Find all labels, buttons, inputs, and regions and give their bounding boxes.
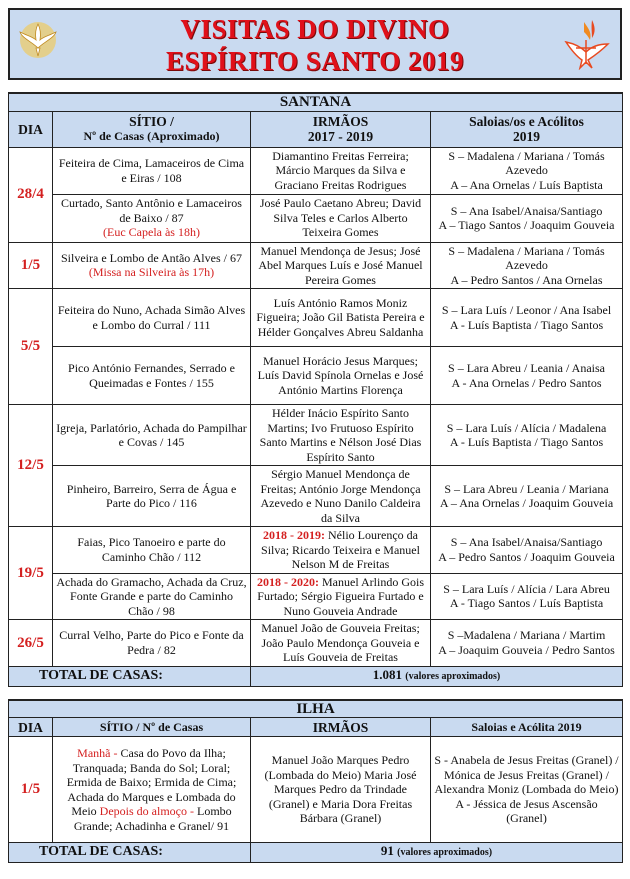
total-row bbox=[9, 843, 623, 863]
total-label: TOTAL DE CASAS: bbox=[9, 843, 251, 863]
table-row bbox=[9, 242, 623, 289]
irmaos-cell: José Paulo Caetano Abreu; David Silva Teles e Carlos Alberto Teixeira Gomes bbox=[251, 194, 431, 242]
saloias-cell: S - Anabela de Jesus Freitas (Granel) / Mónica de Jesus Freitas (Granel) / Alexandra Moniz (Lombada do Meio) A - Jéssica de Jesus Ascensão (Granel) bbox=[431, 737, 623, 843]
irmaos-cell: Hélder Inácio Espírito Santo Martins; Ivo Frutuoso Espírito Santo Martins e Nélson José Dias Espírito Santo bbox=[251, 405, 431, 466]
saloias-cell: S – Lara Abreu / Leania / Anaisa A - Ana Ornelas / Pedro Santos bbox=[431, 347, 623, 405]
col-header-sitio: SÍTIO / Nº de Casas (Aproximado) bbox=[53, 111, 251, 147]
table-row bbox=[9, 466, 623, 527]
table-row bbox=[9, 147, 623, 194]
sitio-cell: Feiteira do Nuno, Achada Simão Alves e Lombo do Curral / 111 bbox=[53, 289, 251, 347]
saloias-cell: S – Lara Luís / Alícia / Madalena A - Luís Baptista / Tiago Santos bbox=[431, 405, 623, 466]
sitio-cell: Manhã - Casa do Povo da Ilha; Tranquada; Banda do Sol; Loral; Ermida de Baixo; Ermida de Cima; Achada do Marques e Lombada do Meio Depois do almoço - Lombo Grande; Achadinha e Granel/ 91 bbox=[53, 737, 251, 843]
col-header-sitio: SÍTIO / Nº de Casas bbox=[53, 718, 251, 737]
saloias-cell: S – Madalena / Mariana / Tomás Azevedo A – Pedro Santos / Ana Ornelas bbox=[431, 242, 623, 289]
table-row bbox=[9, 289, 623, 347]
sitio-cell: Faias, Pico Tanoeiro e parte do Caminho Chão / 112 bbox=[53, 527, 251, 574]
saloias-cell: S – Lara Luís / Leonor / Ana Isabel A - Luís Baptista / Tiago Santos bbox=[431, 289, 623, 347]
table-row bbox=[9, 737, 623, 843]
sitio-cell: Achada do Gramacho, Achada da Cruz, Fonte Grande e parte do Caminho Chão / 98 bbox=[53, 573, 251, 620]
title-line-2: ESPÍRITO SANTO 2019 bbox=[165, 46, 465, 76]
ilha-table bbox=[8, 699, 623, 863]
irmaos-cell: 2018 - 2020: Manuel Arlindo Gois Furtado; Sérgio Figueira Furtado e Nuno Gouveia Andrade bbox=[251, 573, 431, 620]
total-row bbox=[9, 666, 623, 686]
sitio-cell: Curral Velho, Parte do Pico e Fonte da Pedra / 82 bbox=[53, 620, 251, 667]
irmaos-cell: Manuel Horácio Jesus Marques; Luís David Spínola Ornelas e José António Martins Florença bbox=[251, 347, 431, 405]
day-cell: 26/5 bbox=[9, 620, 53, 667]
total-value: 1.081 (valores aproximados) bbox=[251, 666, 623, 686]
total-label: TOTAL DE CASAS: bbox=[9, 666, 251, 686]
table-row bbox=[9, 347, 623, 405]
day-cell: 1/5 bbox=[9, 242, 53, 289]
day-cell: 5/5 bbox=[9, 289, 53, 405]
saloias-cell: S –Madalena / Mariana / Martim A – Joaquim Gouveia / Pedro Santos bbox=[431, 620, 623, 667]
day-cell: 12/5 bbox=[9, 405, 53, 527]
col-header-irmaos: IRMÃOS bbox=[251, 718, 431, 737]
saloias-cell: S – Ana Isabel/Anaisa/Santiago A – Pedro Santos / Joaquim Gouveia bbox=[431, 527, 623, 574]
sitio-cell: Silveira e Lombo de Antão Alves / 67 (Missa na Silveira às 17h) bbox=[53, 242, 251, 289]
col-header-saloias: Saloias/os e Acólitos 2019 bbox=[431, 111, 623, 147]
irmaos-cell: Manuel Mendonça de Jesus; José Abel Marques Luís e José Manuel Pereira Gomes bbox=[251, 242, 431, 289]
col-header-dia: DIA bbox=[9, 718, 53, 737]
sitio-cell: Pico António Fernandes, Serrado e Queimadas e Fontes / 155 bbox=[53, 347, 251, 405]
col-header-saloias: Saloias e Acólita 2019 bbox=[431, 718, 623, 737]
col-header-irmaos: IRMÃOS 2017 - 2019 bbox=[251, 111, 431, 147]
col-header-dia: DIA bbox=[9, 111, 53, 147]
page bbox=[8, 8, 622, 863]
section-title-ilha: ILHA bbox=[9, 700, 623, 718]
sitio-cell: Pinheiro, Barreiro, Serra de Água e Parte do Pico / 116 bbox=[53, 466, 251, 527]
section-title-santana: SANTANA bbox=[9, 93, 623, 111]
day-cell: 28/4 bbox=[9, 147, 53, 242]
table-row bbox=[9, 620, 623, 667]
day-cell: 1/5 bbox=[9, 737, 53, 843]
santana-table bbox=[8, 92, 623, 687]
total-value: 91 (valores aproximados) bbox=[251, 843, 623, 863]
table-row bbox=[9, 194, 623, 242]
irmaos-cell: Sérgio Manuel Mendonça de Freitas; António Jorge Mendonça Azevedo e Nuno Danilo Caldeira da Silva bbox=[251, 466, 431, 527]
saloias-cell: S – Madalena / Mariana / Tomás Azevedo A – Ana Ornelas / Luís Baptista bbox=[431, 147, 623, 194]
saloias-cell: S – Lara Abreu / Leania / Mariana A – Ana Ornelas / Joaquim Gouveia bbox=[431, 466, 623, 527]
dove-flame-icon bbox=[562, 18, 610, 70]
sitio-cell: Curtado, Santo Antônio e Lamaceiros de Baixo / 87 (Euc Capela às 18h) bbox=[53, 194, 251, 242]
saloias-cell: S – Ana Isabel/Anaisa/Santiago A – Tiago Santos / Joaquim Gouveia bbox=[431, 194, 623, 242]
day-cell: 19/5 bbox=[9, 527, 53, 620]
sitio-cell: Feiteira de Cima, Lamaceiros de Cima e Eiras / 108 bbox=[53, 147, 251, 194]
title-banner bbox=[8, 8, 622, 80]
table-row bbox=[9, 405, 623, 466]
table-row bbox=[9, 527, 623, 574]
irmaos-cell: Manuel João de Gouveia Freitas; João Paulo Mendonça Gouveia e Luís Gouveia de Freitas bbox=[251, 620, 431, 667]
sitio-cell: Igreja, Parlatório, Achada do Pampilhar e Covas / 145 bbox=[53, 405, 251, 466]
irmaos-cell: 2018 - 2019: Nélio Lourenço da Silva; Ricardo Teixeira e Manuel Nelson M de Freitas bbox=[251, 527, 431, 574]
table-row bbox=[9, 573, 623, 620]
title-line-1: VISITAS DO DIVINO bbox=[180, 14, 450, 44]
irmaos-cell: Diamantino Freitas Ferreira; Márcio Marques da Silva e Graciano Freitas Rodrigues bbox=[251, 147, 431, 194]
saloias-cell: S – Lara Luís / Alícia / Lara Abreu A - Tiago Santos / Luís Baptista bbox=[431, 573, 623, 620]
irmaos-cell: Luís António Ramos Moniz Figueira; João Gil Batista Pereira e Hélder Gonçalves Abreu Saldanha bbox=[251, 289, 431, 347]
irmaos-cell: Manuel João Marques Pedro (Lombada do Meio) Maria José Marques Pedro da Trindade (Granel) e Maria Dora Freitas Bárbara (Granel) bbox=[251, 737, 431, 843]
